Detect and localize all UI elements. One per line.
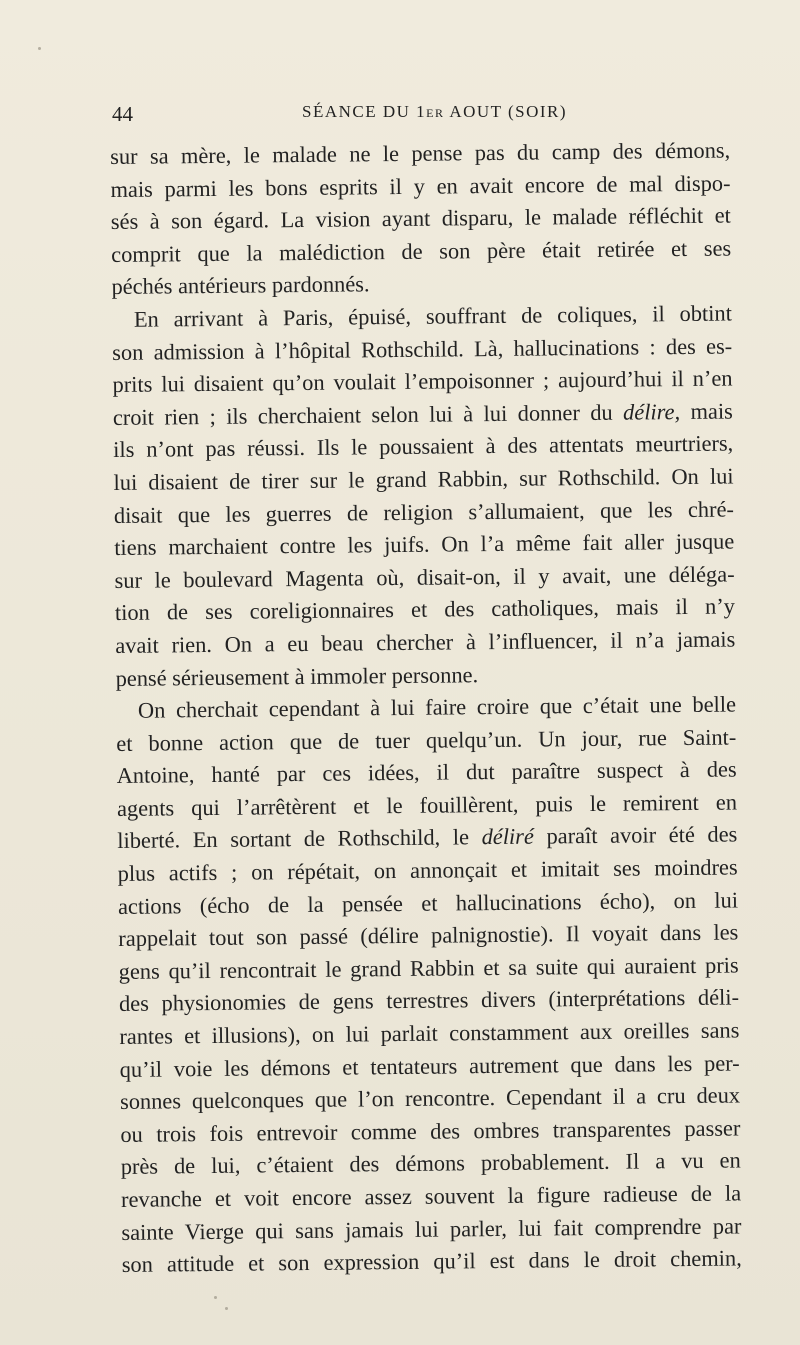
running-head xyxy=(112,100,730,130)
text-line: comprit que la malédiction de son père était retirée et ses xyxy=(111,235,732,267)
paper-speck xyxy=(38,47,41,50)
text-line: ou trois fois entrevoir comme des ombres transparentes passer xyxy=(120,1115,741,1147)
text-segment: mais xyxy=(690,398,733,424)
italic-word: déliré xyxy=(481,824,534,850)
text-line: En arrivant à Paris, épuisé, souffrant de coliques, il obtint xyxy=(133,300,732,332)
text-line: tiens marchaient contre les juifs. On l’a même fait aller jusque xyxy=(114,528,735,561)
text-line: sés à son égard. La vision ayant disparu, le malade réfléchit et xyxy=(110,202,731,235)
text-segment: liberté. En sortant de Rothschild, le xyxy=(117,824,470,854)
text-line: lui disaient de tirer sur le grand Rabbin, sur Rothschild. On lui xyxy=(113,463,734,495)
text-line: prits lui disaient qu’on voulait l’empoisonner ; aujourd’hui il n’en xyxy=(112,365,733,398)
italic-word: délire, xyxy=(622,398,681,425)
text-line: avait rien. On a eu beau chercher à l’influencer, il n’a jamais xyxy=(115,626,736,658)
text-line: mais parmi les bons esprits il y en avait encore de mal dispo- xyxy=(110,170,731,202)
text-line: près de lui, c’étaient des démons probablement. Il a vu en xyxy=(120,1147,741,1180)
text-line: disait que les guerres de religion s’allumaient, que les chré- xyxy=(113,496,735,528)
text-line: son attitude et son expression qu’il est dans le droit chemin, xyxy=(121,1245,742,1278)
text-segment: croit rien ; ils cherchaient selon lui à lui donner du xyxy=(112,399,613,430)
text-line: rappelait tout son passé (délire palnignostie). Il voyait dans les xyxy=(118,919,739,952)
text-line: et bonne action que de tuer quelqu’un. Un jour, rue Saint- xyxy=(116,724,737,756)
body-text xyxy=(110,135,742,1282)
text-line: des physionomies de gens terrestres divers (interprétations déli- xyxy=(118,984,740,1017)
text-line: gens qu’il rencontrait le grand Rabbin et sa suite qui auraient pris xyxy=(118,952,739,984)
text-line: sur le boulevard Magenta où, disait-on, il y avait, une déléga- xyxy=(114,561,735,593)
text-line: son admission à l’hôpital Rothschild. Là, hallucinations : des es- xyxy=(112,333,733,365)
text-line: pensé sérieusement à immoler personne. xyxy=(115,661,479,691)
text-line: plus actifs ; on répétait, on annonçait et imitait ses moindres xyxy=(117,854,738,887)
text-line: sur sa mère, le malade ne le pense pas du camp des démons, xyxy=(110,137,731,169)
text-line: Antoine, hanté par ces idées, il dut paraître suspect à des xyxy=(116,756,737,789)
running-title: SÉANCE DU 1er AOUT (SOIR) xyxy=(302,102,568,121)
text-line: péchés antérieurs pardonnés. xyxy=(111,271,370,300)
text-line: revanche et voit encore assez souvent la figure radieuse de la xyxy=(120,1180,742,1212)
text-segment: paraît avoir été des xyxy=(546,821,738,849)
text-line: tion de ses coreligionnaires et des catholiques, mais il n’y xyxy=(114,593,736,626)
paper-speck xyxy=(225,1307,228,1310)
text-line: On cherchait cependant à lui faire croire que c’était une belle xyxy=(137,691,737,723)
text-line: agents qui l’arrêtèrent et le fouillèrent, puis le remirent en xyxy=(116,789,738,821)
text-line: sainte Vierge qui sans jamais lui parler, lui fait comprendre par xyxy=(121,1213,742,1245)
text-line: ils n’ont pas réussi. Ils le poussaient à des attentats meurtriers, xyxy=(113,430,734,463)
page-number: 44 xyxy=(112,102,133,126)
paper-speck xyxy=(214,1296,217,1299)
text-line: actions (écho de la pensée et hallucinations écho), on lui xyxy=(117,887,739,919)
text-line: sonnes quelconques que l’on rencontre. Cependant il a cru deux xyxy=(119,1082,741,1115)
text-line: qu’il voie les démons et tentateurs autrement que dans les per- xyxy=(119,1050,740,1082)
text-line: rantes et illusions), on lui parlait constamment aux oreilles sans xyxy=(119,1017,740,1049)
